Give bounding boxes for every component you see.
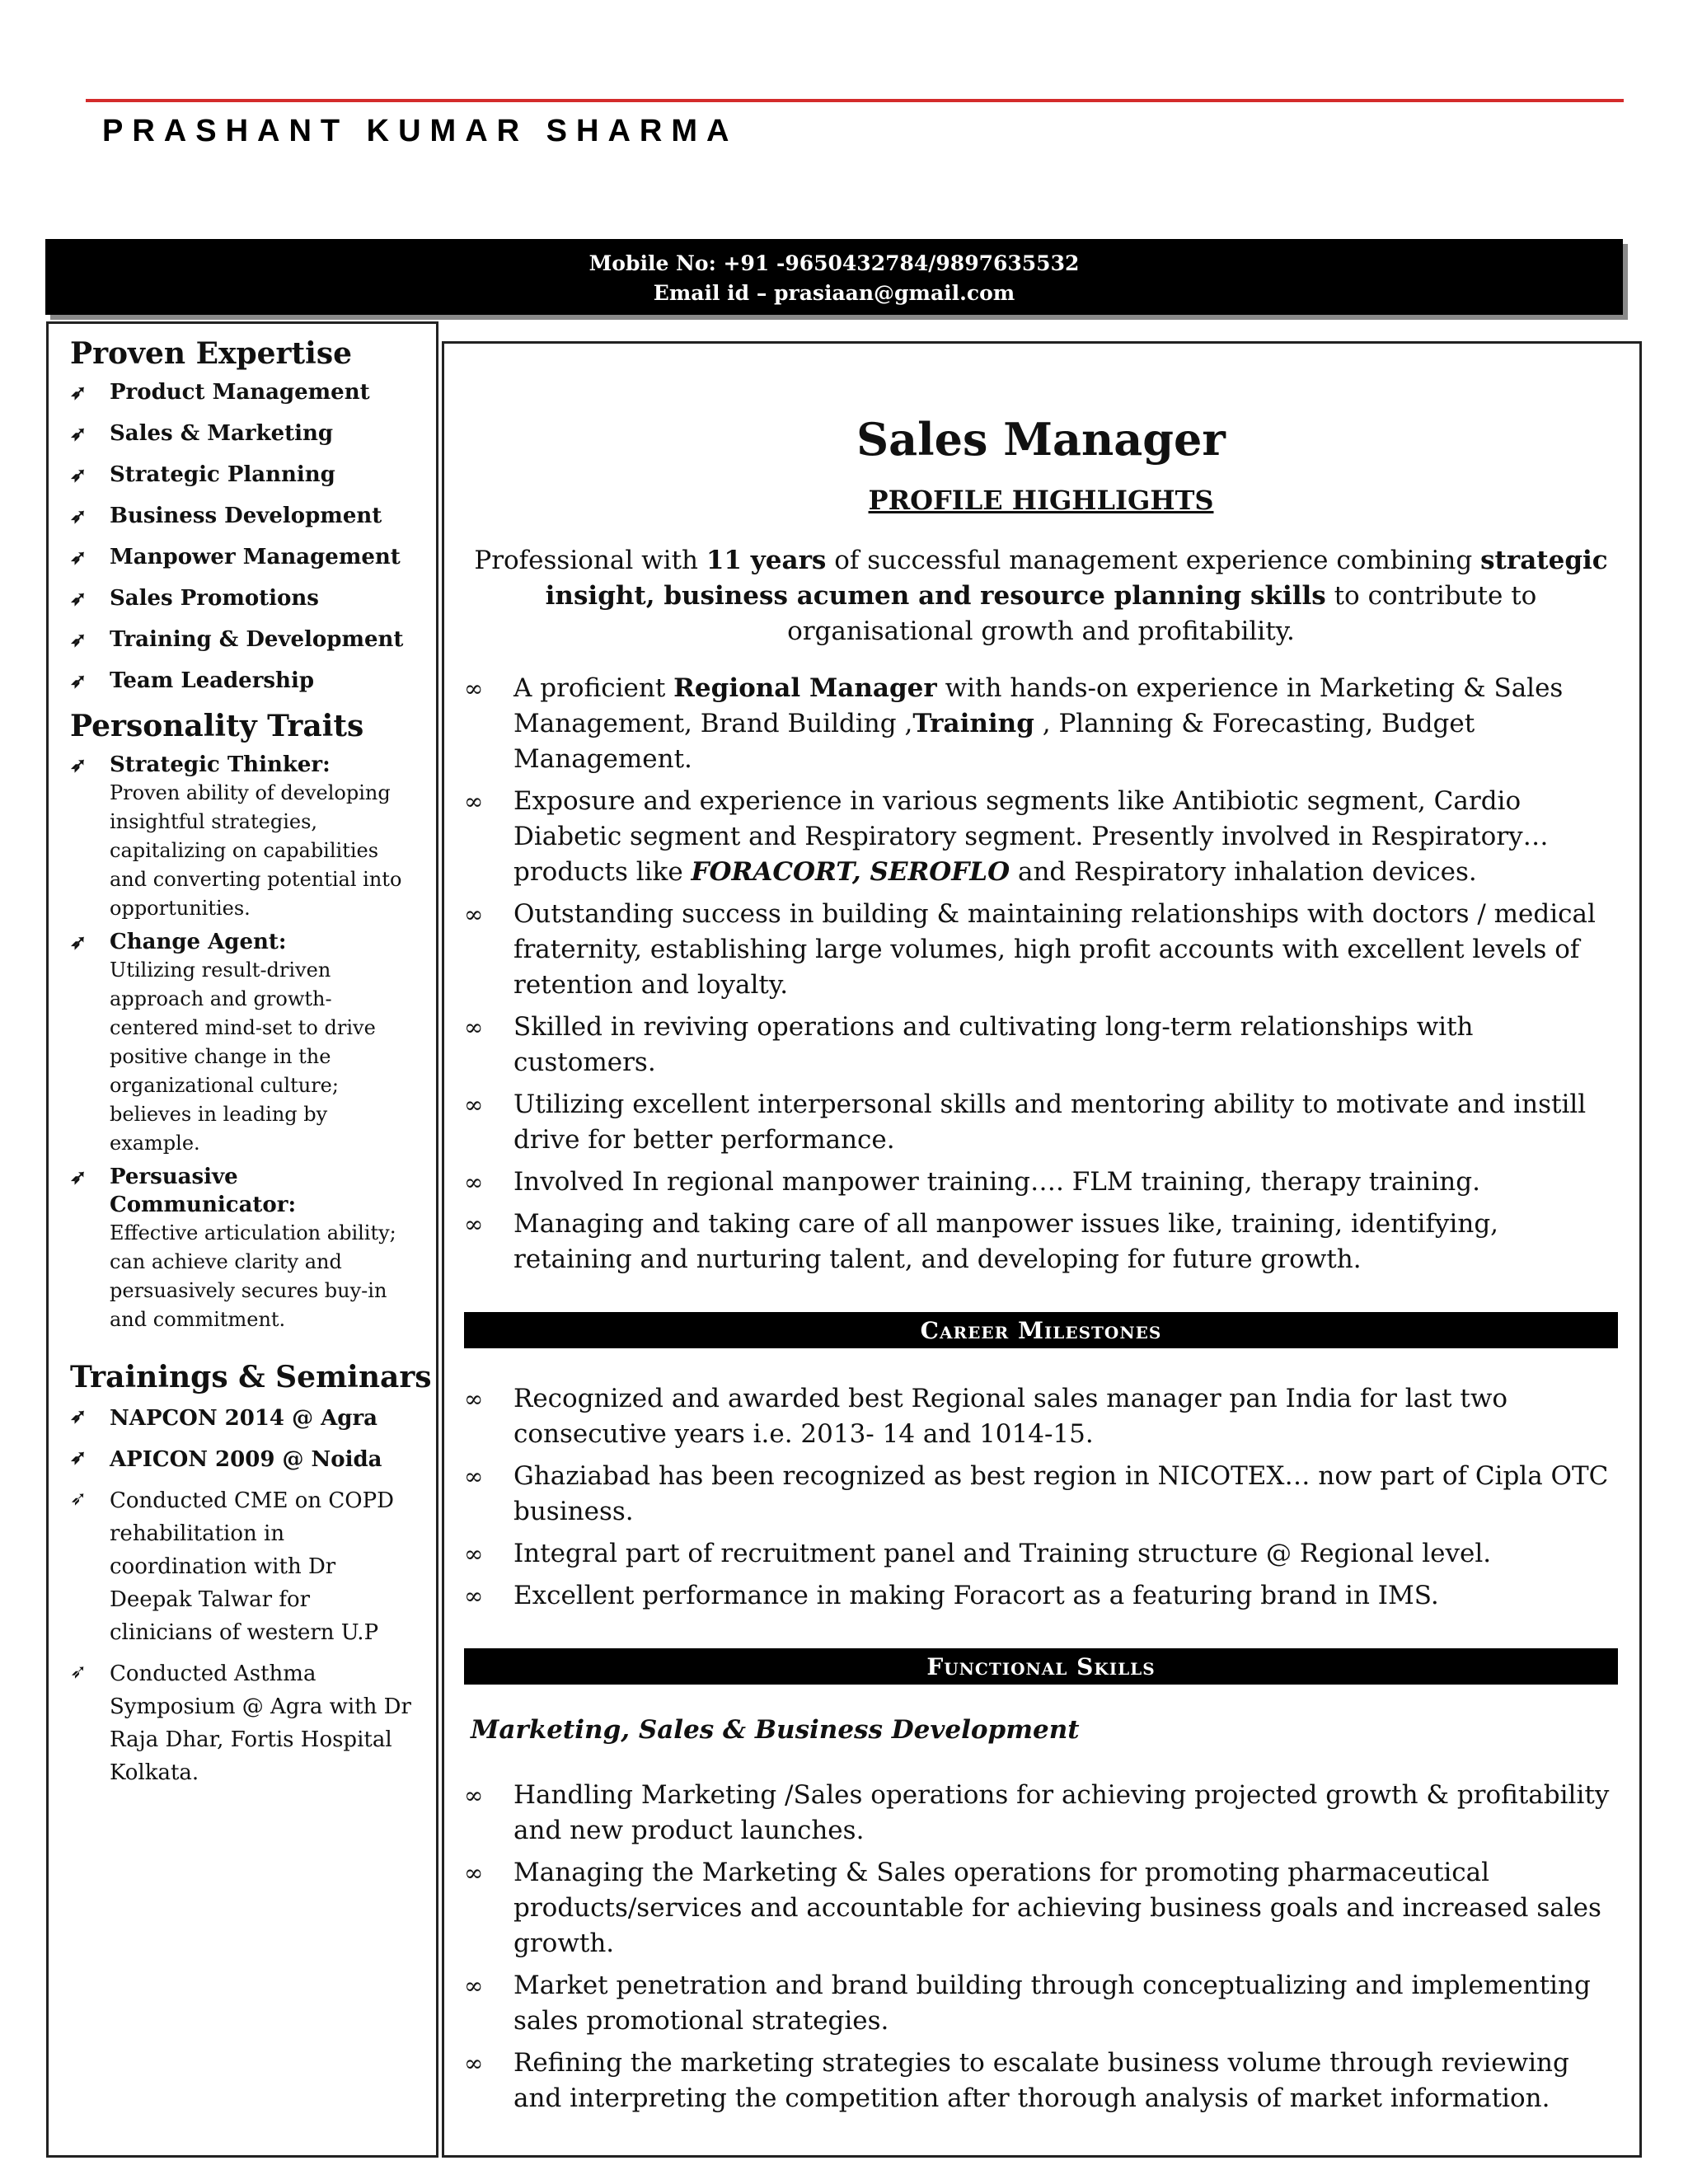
profile-summary: Professional with 11 years of successful management experience combining strategic insight, business acumen and resource planning skills to contribute to organisational growth and profitability. [474, 546, 1608, 646]
list-item: ∞ Managing the Marketing & Sales operations for promoting pharmaceutical products/services and accountable for achieving business goals and increased sales growth. [464, 1855, 1618, 1961]
expertise-heading: Proven Expertise [70, 336, 352, 371]
list-item: ∞ Skilled in reviving operations and cultivating long-term relationships with customers. [464, 1010, 1618, 1080]
infinity-bullet-icon: ∞ [464, 1211, 484, 1238]
career-milestones-heading: Career Milestones [464, 1312, 1618, 1348]
milestones-list [464, 1381, 1618, 1614]
list-item: ∞ A proficient Regional Manager with hands-on experience in Marketing & Sales Management, Brand Building ,Training , Planning & Forecasting, Budget Management. [464, 671, 1618, 777]
skills-subheading: Marketing, Sales & Business Development [471, 1715, 1080, 1745]
pencil-arrow-icon: ➶ [70, 1404, 87, 1427]
pencil-arrow-icon: ➶ [70, 1660, 87, 1683]
pencil-arrow-icon: ➶ [70, 930, 87, 954]
main-content [442, 341, 1642, 2158]
trait-item [70, 751, 420, 923]
list-item: ➶ Business Development [70, 504, 382, 528]
infinity-bullet-icon: ∞ [464, 1582, 484, 1610]
list-item: ∞ Recognized and awarded best Regional sales manager pan India for last two consecutive years i.e. 2013- 14 and 1014-15. [464, 1381, 1618, 1452]
trait-title: Change Agent: [110, 930, 287, 954]
infinity-bullet-icon: ∞ [464, 1014, 484, 1041]
trainings-list [70, 1402, 420, 1789]
list-item: ∞ Refining the marketing strategies to escalate business volume through reviewing and interpreting the competition after thorough analysis of market information. [464, 2046, 1618, 2116]
infinity-bullet-icon: ∞ [464, 1782, 484, 1809]
list-item: ➶ Training & Development [70, 627, 404, 652]
pencil-arrow-icon: ➶ [70, 421, 87, 445]
sidebar [46, 321, 438, 2158]
infinity-bullet-icon: ∞ [464, 901, 484, 928]
pencil-arrow-icon: ➶ [70, 545, 87, 569]
pencil-arrow-icon: ➶ [70, 586, 87, 610]
traits-heading: Personality Traits [70, 709, 364, 743]
pencil-arrow-icon: ➶ [70, 462, 87, 486]
list-item: ∞ Involved In regional manpower training…. FLM training, therapy training. [464, 1165, 1618, 1200]
list-item: ➶ APICON 2009 @ Noida [70, 1443, 420, 1476]
pencil-arrow-icon: ➶ [70, 504, 87, 527]
mobile-number: Mobile No: +91 -9650432784/9897635532 [588, 251, 1080, 275]
list-item: ∞ Handling Marketing /Sales operations for achieving projected growth & profitability and new product launches. [464, 1778, 1618, 1849]
trait-description: Effective articulation ability; can achieve clarity and persuasively secures buy-in and commitment. [110, 1221, 396, 1331]
trait-description: Utilizing result-driven approach and growth-centered mind-set to drive positive change in the organizational culture; believes in leading by example. [110, 958, 376, 1155]
list-item: ∞ Managing and taking care of all manpower issues like, training, identifying, retaining and nurturing talent, and developing for future growth. [464, 1207, 1618, 1277]
list-item: ∞ Ghaziabad has been recognized as best region in NICOTEX… now part of Cipla OTC business. [464, 1459, 1618, 1530]
expertise-list [70, 378, 420, 695]
pencil-arrow-icon: ➶ [70, 380, 87, 404]
highlights-list [464, 671, 1618, 1277]
list-item: ∞ Outstanding success in building & maintaining relationships with doctors / medical fraternity, establishing large volumes, high profit accounts with excellent levels of retention and loyalty. [464, 897, 1618, 1003]
infinity-bullet-icon: ∞ [464, 1385, 484, 1413]
skills-list [464, 1778, 1618, 2116]
list-item: ∞ Utilizing excellent interpersonal skills and mentoring ability to motivate and instill drive for better performance. [464, 1087, 1618, 1158]
list-item: ∞ Exposure and experience in various segments like Antibiotic segment, Cardio Diabetic segment and Respiratory segment. Presently involved in Respiratory… products like FORACORT, SEROFLO and Respiratory inhalation devices. [464, 784, 1618, 890]
list-item: ∞ Excellent performance in making Foracort as a featuring brand in IMS. [464, 1578, 1618, 1614]
list-item: ∞ Market penetration and brand building through conceptualizing and implementing sales promotional strategies. [464, 1968, 1618, 2039]
infinity-bullet-icon: ∞ [464, 1091, 484, 1118]
infinity-bullet-icon: ∞ [464, 1540, 484, 1568]
candidate-name: PRASHANT KUMAR SHARMA [102, 114, 738, 148]
trait-title: Strategic Thinker: [110, 752, 331, 777]
job-title: Sales Manager [856, 413, 1226, 466]
list-item: ➶ Sales Promotions [70, 586, 319, 611]
pencil-arrow-icon: ➶ [70, 752, 87, 776]
list-item: ➶ NAPCON 2014 @ Agra [70, 1402, 420, 1435]
infinity-bullet-icon: ∞ [464, 1972, 484, 1999]
trait-description: Proven ability of developing insightful strategies, capitalizing on capabilities and converting potential into opportunities. [110, 781, 402, 920]
list-item: ➶ Manpower Management [70, 545, 401, 569]
infinity-bullet-icon: ∞ [464, 788, 484, 815]
list-item: ➶ Conducted CME on COPD rehabilitation in coordination with Dr Deepak Talwar for clinicians of western U.P [70, 1484, 420, 1649]
infinity-bullet-icon: ∞ [464, 2050, 484, 2077]
pencil-arrow-icon: ➶ [70, 1487, 87, 1510]
profile-highlights-heading: PROFILE HIGHLIGHTS [868, 485, 1214, 516]
infinity-bullet-icon: ∞ [464, 675, 484, 702]
list-item: ➶ Team Leadership [70, 668, 315, 693]
trait-item [70, 928, 420, 1158]
header-rule [86, 99, 1624, 102]
trait-title: Persuasive Communicator: [110, 1165, 297, 1217]
infinity-bullet-icon: ∞ [464, 1859, 484, 1886]
list-item: ➶ Conducted Asthma Symposium @ Agra with Dr Raja Dhar, Fortis Hospital Kolkata. [70, 1657, 420, 1789]
infinity-bullet-icon: ∞ [464, 1463, 484, 1490]
functional-skills-heading: Functional Skills [464, 1648, 1618, 1685]
list-item: ➶ Product Management [70, 380, 370, 405]
trait-item [70, 1163, 420, 1334]
list-item: ∞ Integral part of recruitment panel and Training structure @ Regional level. [464, 1536, 1618, 1572]
contact-bar [45, 239, 1623, 315]
infinity-bullet-icon: ∞ [464, 1169, 484, 1196]
email-address: Email id – prasiaan@gmail.com [653, 281, 1015, 305]
pencil-arrow-icon: ➶ [70, 1165, 87, 1188]
trainings-heading: Trainings & Seminars [70, 1360, 432, 1394]
list-item: ➶ Strategic Planning [70, 462, 335, 487]
list-item: ➶ Sales & Marketing [70, 421, 334, 446]
pencil-arrow-icon: ➶ [70, 668, 87, 692]
pencil-arrow-icon: ➶ [70, 627, 87, 651]
pencil-arrow-icon: ➶ [70, 1445, 87, 1469]
